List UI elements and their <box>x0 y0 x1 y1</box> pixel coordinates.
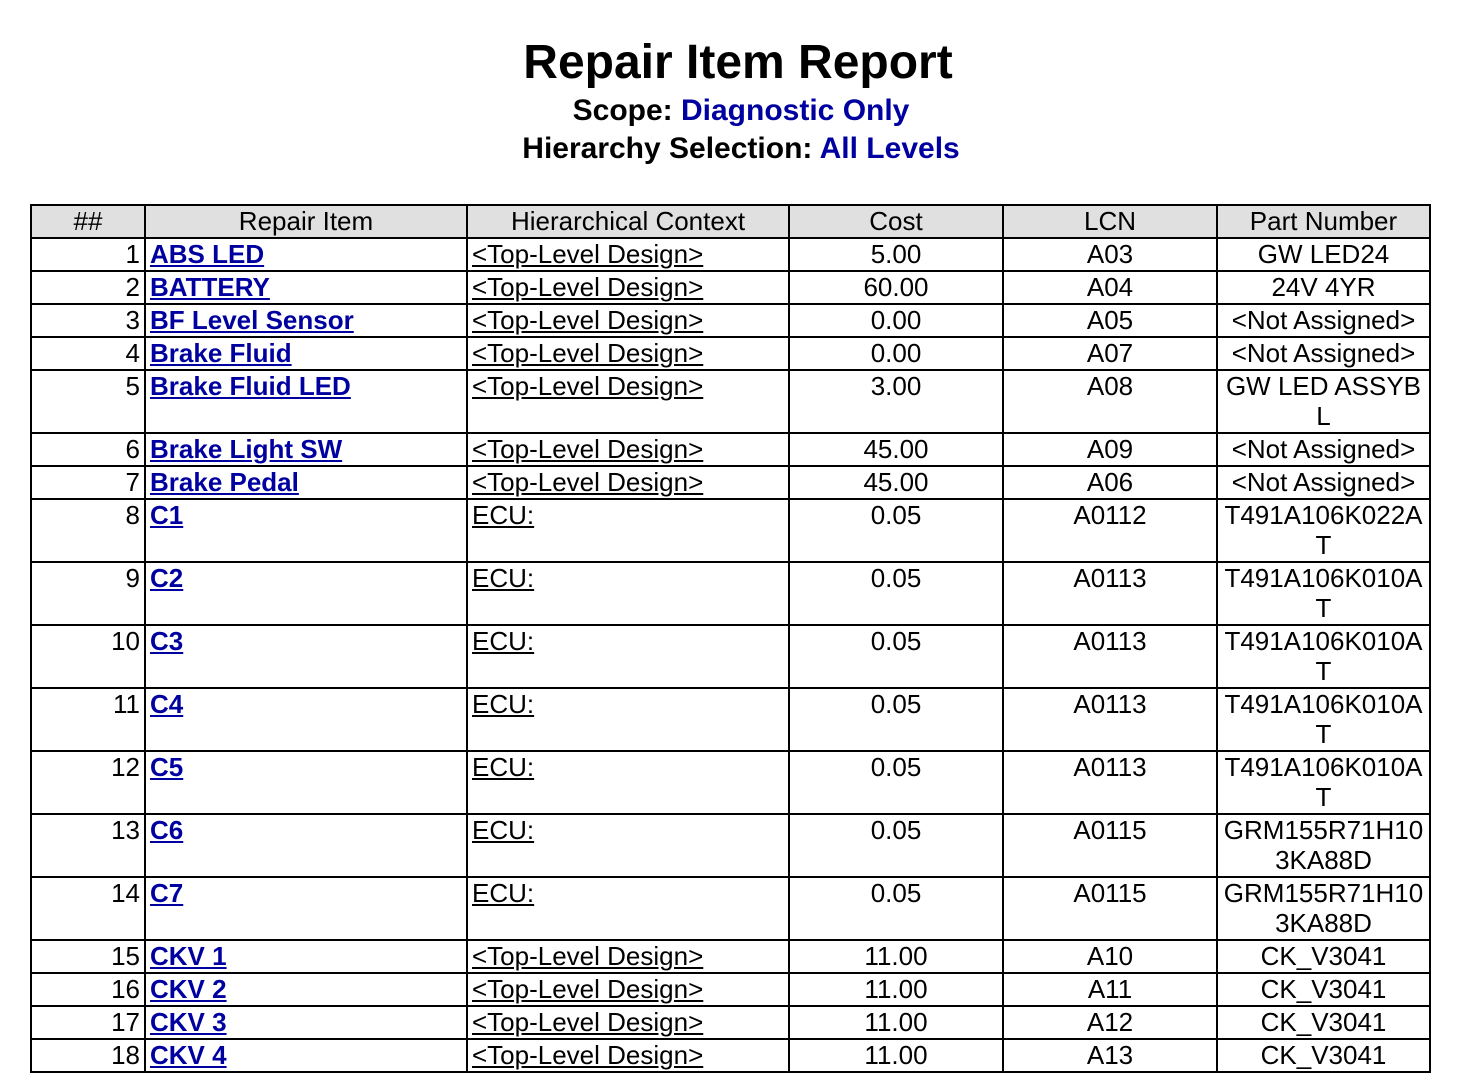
hierarchy-value: All Levels <box>819 132 960 165</box>
row-number: 9 <box>31 562 145 625</box>
lcn-cell: A13 <box>1003 1039 1217 1072</box>
table-row <box>31 814 1430 877</box>
part-number-cell: 24V 4YR <box>1217 271 1430 304</box>
repair-item-cell <box>145 688 467 751</box>
repair-item-link[interactable]: C3 <box>150 626 184 656</box>
hierarchical-context-link[interactable]: <Top-Level Design> <box>472 1007 704 1037</box>
table-body <box>31 238 1430 1072</box>
part-number-cell: GRM155R71H103KA88D <box>1217 814 1430 877</box>
repair-item-link[interactable]: C4 <box>150 689 184 719</box>
hierarchical-context-cell <box>467 238 789 271</box>
hierarchical-context-link[interactable]: <Top-Level Design> <box>472 974 704 1004</box>
lcn-cell: A0115 <box>1003 814 1217 877</box>
repair-item-cell <box>145 337 467 370</box>
row-number: 11 <box>31 688 145 751</box>
row-number: 2 <box>31 271 145 304</box>
part-number-cell: <Not Assigned> <box>1217 466 1430 499</box>
row-number: 17 <box>31 1006 145 1039</box>
table-row <box>31 1006 1430 1039</box>
hierarchical-context-cell <box>467 337 789 370</box>
part-number-cell: T491A106K010AT <box>1217 751 1430 814</box>
hierarchy-label: Hierarchy Selection: <box>522 132 813 165</box>
lcn-cell: A03 <box>1003 238 1217 271</box>
hierarchical-context-link[interactable]: ECU: <box>472 500 535 530</box>
repair-item-link[interactable]: C7 <box>150 878 184 908</box>
repair-item-cell <box>145 466 467 499</box>
cost-cell: 60.00 <box>789 271 1003 304</box>
repair-item-link[interactable]: ABS LED <box>150 239 265 269</box>
part-number-cell: <Not Assigned> <box>1217 304 1430 337</box>
table-row <box>31 370 1430 433</box>
part-number-cell: <Not Assigned> <box>1217 433 1430 466</box>
table-row <box>31 499 1430 562</box>
hierarchical-context-cell <box>467 1006 789 1039</box>
repair-item-cell <box>145 238 467 271</box>
part-number-cell: CK_V3041 <box>1217 1039 1430 1072</box>
hierarchical-context-cell <box>467 499 789 562</box>
cost-cell: 3.00 <box>789 370 1003 433</box>
repair-item-cell <box>145 271 467 304</box>
cost-cell: 0.05 <box>789 877 1003 940</box>
hierarchical-context-cell <box>467 814 789 877</box>
hierarchical-context-link[interactable]: ECU: <box>472 689 535 719</box>
row-number: 5 <box>31 370 145 433</box>
repair-item-link[interactable]: C1 <box>150 500 184 530</box>
hierarchical-context-link[interactable]: ECU: <box>472 752 535 782</box>
lcn-cell: A0115 <box>1003 877 1217 940</box>
repair-item-cell <box>145 1039 467 1072</box>
table-row <box>31 688 1430 751</box>
hierarchical-context-link[interactable]: ECU: <box>472 815 535 845</box>
cost-cell: 0.05 <box>789 562 1003 625</box>
table-row <box>31 1039 1430 1072</box>
lcn-cell: A08 <box>1003 370 1217 433</box>
table-row <box>31 973 1430 1006</box>
part-number-cell: T491A106K010AT <box>1217 625 1430 688</box>
column-header-hierarchical-context: Hierarchical Context <box>467 205 789 238</box>
hierarchical-context-link[interactable]: ECU: <box>472 626 535 656</box>
hierarchical-context-cell <box>467 466 789 499</box>
repair-item-cell <box>145 877 467 940</box>
cost-cell: 11.00 <box>789 973 1003 1006</box>
column-header-repair-item: Repair Item <box>145 205 467 238</box>
lcn-cell: A11 <box>1003 973 1217 1006</box>
report-title: Repair Item Report <box>523 36 953 89</box>
lcn-cell: A10 <box>1003 940 1217 973</box>
hierarchical-context-link[interactable]: ECU: <box>472 563 535 593</box>
table-row <box>31 940 1430 973</box>
lcn-cell: A04 <box>1003 271 1217 304</box>
part-number-cell: GRM155R71H103KA88D <box>1217 877 1430 940</box>
cost-cell: 11.00 <box>789 1006 1003 1039</box>
repair-item-link[interactable]: CKV 4 <box>150 1040 227 1070</box>
table-header-row <box>31 205 1430 238</box>
scope-line <box>0 92 1482 130</box>
repair-item-cell <box>145 499 467 562</box>
hierarchical-context-link[interactable]: <Top-Level Design> <box>472 434 704 464</box>
hierarchical-context-link[interactable]: <Top-Level Design> <box>472 239 704 269</box>
hierarchical-context-cell <box>467 940 789 973</box>
hierarchical-context-link[interactable]: <Top-Level Design> <box>472 1040 704 1070</box>
part-number-cell: T491A106K010AT <box>1217 562 1430 625</box>
repair-item-link[interactable]: Brake Light SW <box>150 434 343 464</box>
hierarchical-context-link[interactable]: <Top-Level Design> <box>472 371 704 401</box>
hierarchy-line <box>0 130 1482 168</box>
lcn-cell: A06 <box>1003 466 1217 499</box>
row-number: 14 <box>31 877 145 940</box>
cost-cell: 0.05 <box>789 751 1003 814</box>
row-number: 1 <box>31 238 145 271</box>
row-number: 15 <box>31 940 145 973</box>
repair-item-cell <box>145 940 467 973</box>
repair-item-link[interactable]: C5 <box>150 752 184 782</box>
hierarchical-context-cell <box>467 688 789 751</box>
repair-item-cell <box>145 1006 467 1039</box>
table-row <box>31 271 1430 304</box>
repair-item-link[interactable]: BATTERY <box>150 272 270 302</box>
repair-item-cell <box>145 625 467 688</box>
part-number-cell: T491A106K022AT <box>1217 499 1430 562</box>
repair-item-link[interactable]: Brake Pedal <box>150 467 299 497</box>
hierarchical-context-link[interactable]: <Top-Level Design> <box>472 305 704 335</box>
repair-item-link[interactable]: Brake Fluid LED <box>150 371 351 401</box>
cost-cell: 11.00 <box>789 940 1003 973</box>
hierarchical-context-cell <box>467 433 789 466</box>
cost-cell: 0.05 <box>789 814 1003 877</box>
table-row <box>31 751 1430 814</box>
lcn-cell: A07 <box>1003 337 1217 370</box>
table-row <box>31 466 1430 499</box>
hierarchical-context-cell <box>467 877 789 940</box>
row-number: 6 <box>31 433 145 466</box>
table-row <box>31 238 1430 271</box>
row-number: 8 <box>31 499 145 562</box>
lcn-cell: A09 <box>1003 433 1217 466</box>
hierarchical-context-cell <box>467 271 789 304</box>
cost-cell: 0.00 <box>789 304 1003 337</box>
row-number: 4 <box>31 337 145 370</box>
repair-item-cell <box>145 973 467 1006</box>
repair-item-link[interactable]: CKV 2 <box>150 974 227 1004</box>
hierarchical-context-cell <box>467 973 789 1006</box>
row-number: 12 <box>31 751 145 814</box>
repair-item-link[interactable]: CKV 3 <box>150 1007 227 1037</box>
lcn-cell: A0113 <box>1003 688 1217 751</box>
table-row <box>31 877 1430 940</box>
hierarchical-context-cell <box>467 304 789 337</box>
lcn-cell: A0113 <box>1003 751 1217 814</box>
cost-cell: 0.05 <box>789 688 1003 751</box>
column-header-lcn: LCN <box>1003 205 1217 238</box>
row-number: 10 <box>31 625 145 688</box>
table-row <box>31 625 1430 688</box>
part-number-cell: GW LED ASSYBL <box>1217 370 1430 433</box>
part-number-cell: <Not Assigned> <box>1217 337 1430 370</box>
part-number-cell: T491A106K010AT <box>1217 688 1430 751</box>
repair-item-cell <box>145 751 467 814</box>
repair-item-link[interactable]: Brake Fluid <box>150 338 292 368</box>
table-row <box>31 304 1430 337</box>
row-number: 7 <box>31 466 145 499</box>
cost-cell: 0.00 <box>789 337 1003 370</box>
lcn-cell: A0112 <box>1003 499 1217 562</box>
repair-item-link[interactable]: BF Level Sensor <box>150 305 354 335</box>
repair-item-cell <box>145 562 467 625</box>
hierarchical-context-link[interactable]: ECU: <box>472 878 535 908</box>
lcn-cell: A0113 <box>1003 625 1217 688</box>
hierarchical-context-cell <box>467 562 789 625</box>
column-header-number: ## <box>31 205 145 238</box>
row-number: 13 <box>31 814 145 877</box>
part-number-cell: CK_V3041 <box>1217 1006 1430 1039</box>
hierarchical-context-cell <box>467 625 789 688</box>
cost-cell: 45.00 <box>789 433 1003 466</box>
cost-cell: 0.05 <box>789 499 1003 562</box>
cost-cell: 45.00 <box>789 466 1003 499</box>
hierarchical-context-link[interactable]: <Top-Level Design> <box>472 338 704 368</box>
repair-item-cell <box>145 433 467 466</box>
repair-item-cell <box>145 370 467 433</box>
part-number-cell: CK_V3041 <box>1217 940 1430 973</box>
repair-item-link[interactable]: C2 <box>150 563 184 593</box>
report-header <box>0 34 1482 168</box>
table-row <box>31 433 1430 466</box>
cost-cell: 0.05 <box>789 625 1003 688</box>
part-number-cell: CK_V3041 <box>1217 973 1430 1006</box>
scope-value: Diagnostic Only <box>681 94 910 127</box>
hierarchical-context-cell <box>467 370 789 433</box>
column-header-part-number: Part Number <box>1217 205 1430 238</box>
hierarchical-context-cell <box>467 1039 789 1072</box>
row-number: 16 <box>31 973 145 1006</box>
table-row <box>31 562 1430 625</box>
repair-item-cell <box>145 304 467 337</box>
lcn-cell: A12 <box>1003 1006 1217 1039</box>
repair-item-table <box>30 204 1431 1073</box>
hierarchical-context-link[interactable]: <Top-Level Design> <box>472 467 704 497</box>
hierarchical-context-cell <box>467 751 789 814</box>
row-number: 18 <box>31 1039 145 1072</box>
column-header-cost: Cost <box>789 205 1003 238</box>
repair-item-link[interactable]: C6 <box>150 815 184 845</box>
repair-item-cell <box>145 814 467 877</box>
hierarchical-context-link[interactable]: <Top-Level Design> <box>472 272 704 302</box>
row-number: 3 <box>31 304 145 337</box>
lcn-cell: A05 <box>1003 304 1217 337</box>
part-number-cell: GW LED24 <box>1217 238 1430 271</box>
scope-label: Scope: <box>572 94 673 127</box>
cost-cell: 11.00 <box>789 1039 1003 1072</box>
repair-item-link[interactable]: CKV 1 <box>150 941 227 971</box>
cost-cell: 5.00 <box>789 238 1003 271</box>
lcn-cell: A0113 <box>1003 562 1217 625</box>
table-row <box>31 337 1430 370</box>
hierarchical-context-link[interactable]: <Top-Level Design> <box>472 941 704 971</box>
